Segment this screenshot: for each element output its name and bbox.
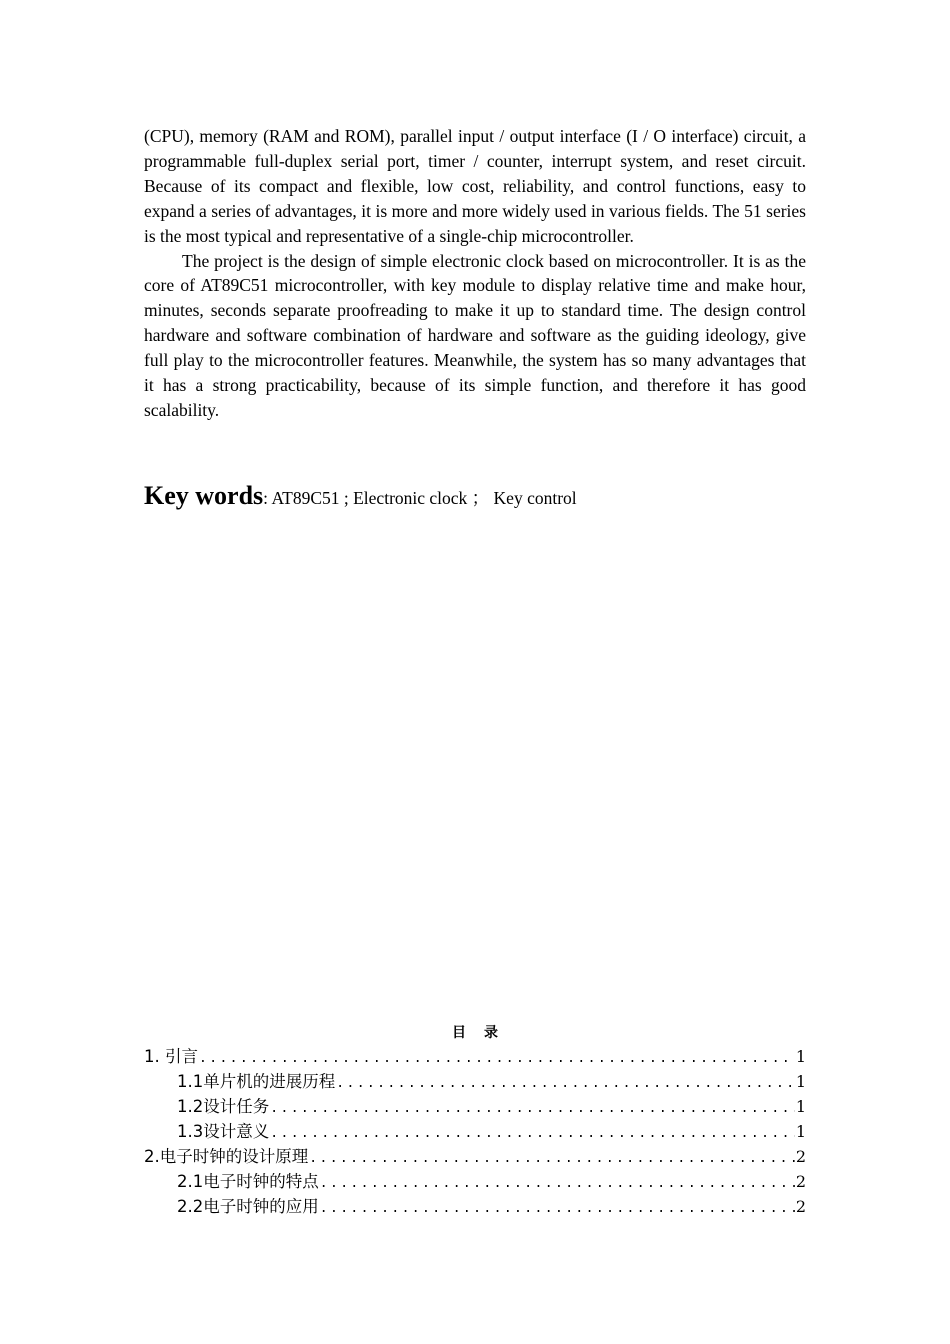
- toc-entry[interactable]: [144, 1194, 806, 1219]
- toc-entry-label: 1.2设计任务: [177, 1097, 270, 1116]
- toc-entry-label: 1. 引言: [144, 1047, 198, 1066]
- toc-entry-page: 1: [795, 1047, 806, 1066]
- toc-leader-dots: [270, 1096, 795, 1121]
- keywords-label: Key words: [144, 481, 264, 510]
- toc-entry[interactable]: [144, 1094, 806, 1119]
- toc-entry-page: 2: [795, 1197, 806, 1216]
- toc-entry-page: 1: [795, 1122, 806, 1141]
- toc-entry[interactable]: [144, 1144, 806, 1169]
- toc-leader-dots: [309, 1146, 795, 1171]
- toc-entry[interactable]: [144, 1119, 806, 1144]
- toc-leader-dots: [270, 1121, 795, 1146]
- toc-entry-label: 2.1电子时钟的特点: [177, 1172, 319, 1191]
- table-of-contents: [144, 1022, 806, 1219]
- toc-entry-label: 1.1单片机的进展历程: [177, 1072, 336, 1091]
- toc-entry[interactable]: [144, 1044, 806, 1069]
- toc-entry-page: 2: [795, 1172, 806, 1191]
- toc-leader-dots: [320, 1171, 795, 1196]
- toc-entry-page: 2: [795, 1147, 806, 1166]
- toc-entry-page: 1: [795, 1072, 806, 1091]
- toc-leader-dots: [336, 1071, 795, 1096]
- toc-leader-dots: [320, 1196, 795, 1221]
- toc-title: 目录: [452, 1025, 516, 1041]
- toc-entry-label: 2.电子时钟的设计原理: [144, 1147, 309, 1166]
- toc-entry-page: 1: [795, 1097, 806, 1116]
- toc-entry-label: 1.3设计意义: [177, 1122, 270, 1141]
- abstract-body: [144, 124, 806, 423]
- abstract-paragraph-1: (CPU), memory (RAM and ROM), parallel input / output interface (I / O interface) circuit, a programmable full-duplex serial port, timer / counter, interrupt system, and reset circuit. Because of its compact and flexible, low cost, reliability, and control functions, easy to expand a series of advantages, it is more and more widely used in various fields. The 51 series is the most typical and representative of a single-chip microcontroller.: [144, 126, 806, 246]
- keywords-value: : AT89C51 ; Electronic clock ； Key control: [263, 488, 577, 508]
- keywords-line: [144, 481, 806, 511]
- toc-entry[interactable]: [144, 1169, 806, 1194]
- toc-entry[interactable]: [144, 1069, 806, 1094]
- toc-leader-dots: [199, 1046, 795, 1071]
- abstract-paragraph-2: The project is the design of simple electronic clock based on microcontroller. It is as the core of AT89C51 microcontroller, with key module to display relative time and make hour, minutes, seconds separate proofreading to make it up to standard time. The design control hardware and software combination of hardware and software as the guiding ideology, give full play to the microcontroller features. Meanwhile, the system has so many advantages that it has a strong practicability, because of its simple function, and therefore it has good scalability.: [144, 250, 806, 420]
- toc-entry-label: 2.2电子时钟的应用: [177, 1197, 319, 1216]
